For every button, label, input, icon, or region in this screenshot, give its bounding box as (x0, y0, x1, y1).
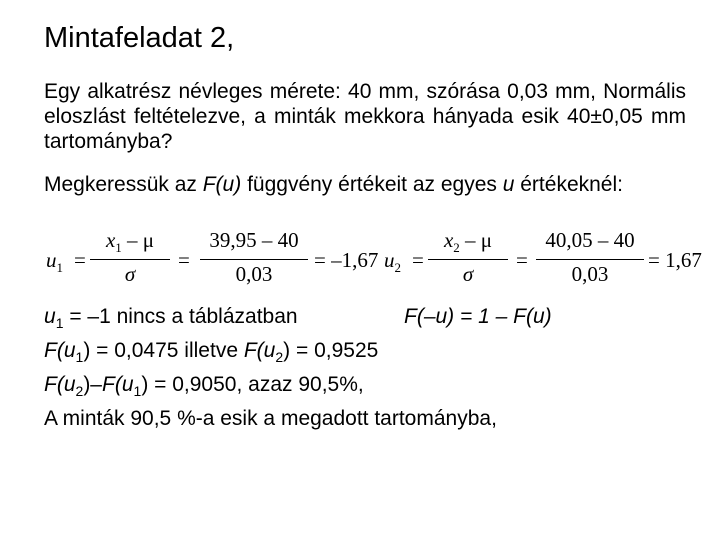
equation-u2-lhs: $u_2$ (384, 248, 401, 275)
line-conclusion: A minták 90,5 %-a esik a megadott tartományba, (44, 407, 497, 430)
fraction-bar (536, 259, 644, 260)
method-statement (44, 172, 686, 197)
equation-u1-result: = –1,67 (314, 248, 379, 272)
line-f-difference: $F(u_2)-F(u_1) = 0,9050$, azaz 90,5%, (44, 373, 364, 399)
equation-u1-numeric-fraction: 39,95 – 40 0,03 (200, 226, 308, 294)
equation-u2-eq-sign: = (412, 248, 424, 272)
equation-u2-result: = 1,67 (648, 248, 702, 272)
equation-u2-eq-sign-2: = (516, 248, 528, 272)
fraction-bar (200, 259, 308, 260)
equation-u2-numeric-fraction: 40,05 – 40 0,03 (536, 226, 644, 294)
equation-u1-eq-sign: = (74, 248, 86, 272)
fraction-bar (428, 259, 508, 260)
line-f-values: $F(u_1) = 0,0475$ illetve $F(u_2) = 0,9525$ (44, 339, 379, 365)
equation-u2 (384, 226, 704, 294)
equation-u2-symbolic-fraction: $x_2$ – μ σ (428, 226, 508, 294)
function-fu: F(u) (202, 173, 242, 196)
problem-statement: Egy alkatrész névleges mérete: 40 mm, szórása 0,03 mm, Normális eloszlást feltételezve, a minták mekkora hányada esik 40±0,05 mm tartományba? (44, 80, 686, 153)
equation-u1-symbolic-fraction: $x_1$ – μ σ (90, 226, 170, 294)
equation-u1 (44, 226, 379, 294)
fraction-bar (90, 259, 170, 260)
method-text-post: értékeknél: (514, 173, 623, 196)
slide-title: Mintafeladat 2, (44, 22, 235, 54)
equation-u1-lhs: $u_1$ (46, 248, 63, 275)
equation-u1-eq-sign-2: = (178, 248, 190, 272)
line-symmetry-rule: F(–u) = 1 – F(u) (404, 305, 552, 328)
variable-u: u (502, 173, 515, 196)
line-u1-not-in-table: $u_1 = -1$ nincs a táblázatban (44, 305, 298, 331)
method-text-pre: Megkeressük az (44, 173, 203, 196)
method-text-mid: függvény értékeit az egyes (241, 173, 503, 196)
